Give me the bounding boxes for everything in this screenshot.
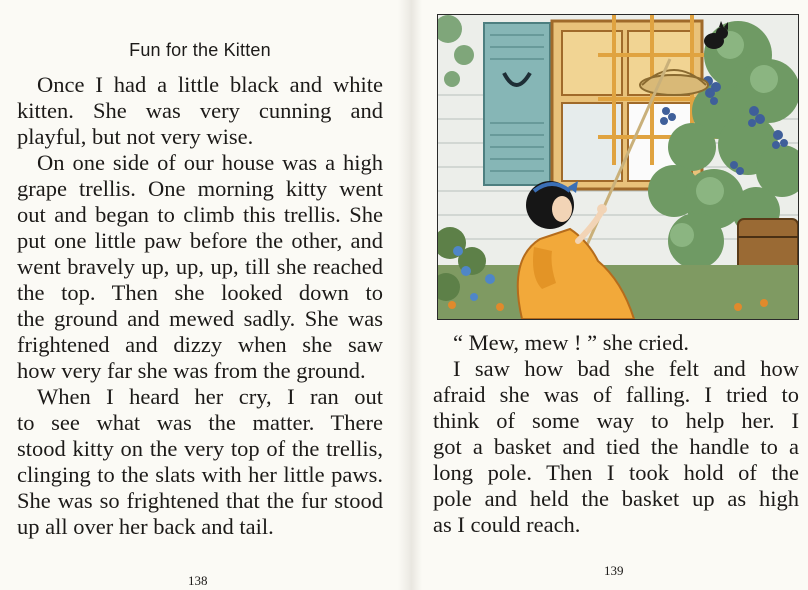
text-line: clinging to the slats with her little paws. — [17, 462, 383, 487]
text-line: pole and held the basket up as high — [433, 486, 799, 511]
text-line: grape trellis. One morning kitty went — [17, 176, 383, 201]
text-line: playful, but not very wise. — [17, 124, 254, 149]
page-number: 139 — [604, 563, 624, 578]
text-line: think of some way to help her. I — [433, 408, 799, 433]
text-line: When I heard her cry, I ran out — [37, 384, 383, 409]
text-line: went bravely up, up, up, till she reached — [17, 254, 383, 279]
left-page-text — [17, 72, 383, 540]
text-line: I saw how bad she felt and how — [453, 356, 799, 381]
text-line: up all over her back and tail. — [17, 514, 274, 539]
text-line: Once I had a little black and white — [37, 72, 383, 97]
text-line: kitten. She was very cunning and — [17, 98, 383, 123]
text-line: got a basket and tied the handle to a — [433, 434, 799, 459]
text-line: how very far she was from the ground. — [17, 358, 366, 383]
text-line: “ Mew, mew ! ” she cried. — [453, 330, 689, 355]
text-line: to see what was the matter. There — [17, 410, 383, 435]
text-line: the ground and mewed sadly. She was — [17, 306, 383, 331]
text-line: the top. Then she looked down to — [17, 280, 383, 305]
right-page — [404, 0, 808, 590]
text-line: frightened and dizzy when she saw — [17, 332, 383, 357]
text-line: She was so frightened that the fur stood — [17, 488, 383, 513]
text-line: long pole. Then I took hold of the — [433, 460, 799, 485]
text-line: put one little paw before the other, and — [17, 228, 383, 253]
right-page-text — [433, 330, 799, 538]
text-line: as I could reach. — [433, 512, 581, 537]
text-line: On one side of our house was a high — [37, 150, 383, 175]
text-line: stood kitty on the very top of the trellis, — [17, 436, 383, 461]
text-line: out and began to climb this trellis. She — [17, 202, 383, 227]
page-number: 138 — [188, 573, 208, 588]
story-title: Fun for the Kitten — [129, 40, 271, 60]
text-line: afraid she was of falling. I tried to — [433, 382, 799, 407]
